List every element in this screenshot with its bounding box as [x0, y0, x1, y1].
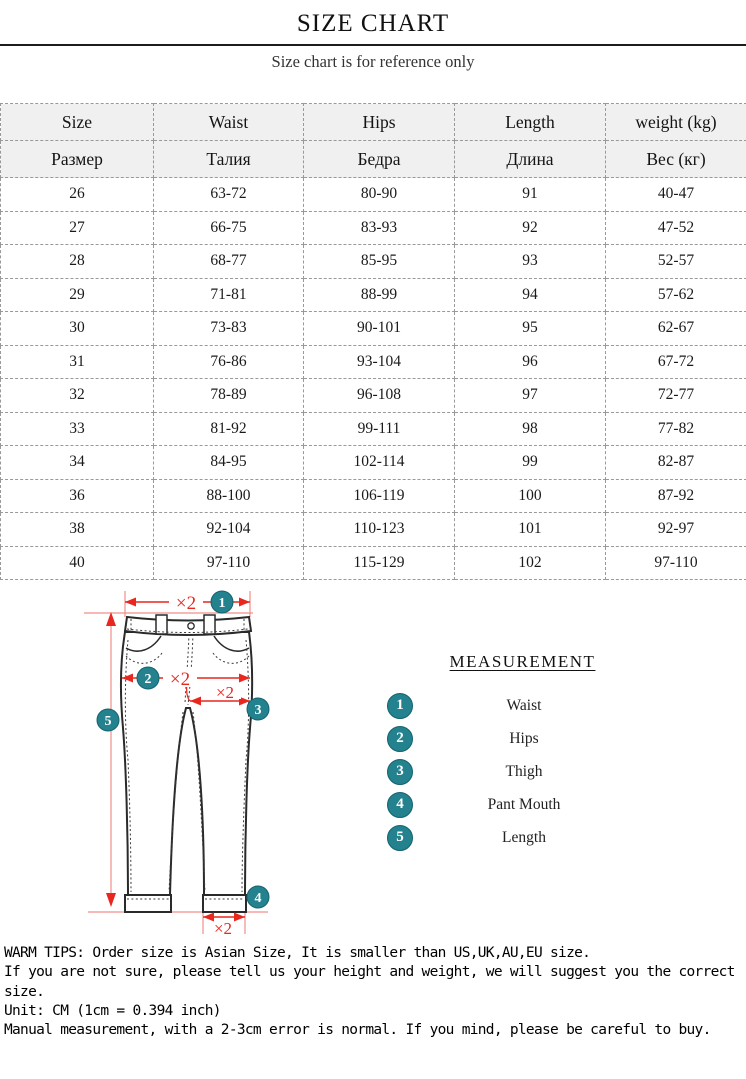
cell: 99: [455, 446, 606, 480]
table-row: [1, 479, 746, 513]
cell: 34: [1, 446, 154, 480]
cell: 26: [1, 178, 154, 212]
cell: 80-90: [304, 178, 455, 212]
legend-label: Pant Mouth: [487, 795, 561, 813]
col-header-length-ru: Длина: [455, 141, 606, 178]
col-header-waist-ru: Талия: [154, 141, 304, 178]
legend-label: Length: [502, 828, 546, 846]
badge-2: 2: [387, 726, 413, 752]
col-header-hips: Hips: [304, 104, 455, 141]
cell: 40-47: [606, 178, 746, 212]
cell: 73-83: [154, 312, 304, 346]
col-header-weight: weight (kg): [606, 104, 746, 141]
cell: 96-108: [304, 379, 455, 413]
cell: 87-92: [606, 479, 746, 513]
tips-line: size.: [4, 983, 45, 1000]
legend-item-pant-mouth: [380, 788, 665, 821]
cell: 76-86: [154, 345, 304, 379]
page-subtitle: Size chart is for reference only: [271, 52, 475, 71]
marker-5: 5: [104, 714, 112, 729]
table-row: [1, 546, 746, 580]
cell: 88-99: [304, 278, 455, 312]
cell: 57-62: [606, 278, 746, 312]
cell: 52-57: [606, 245, 746, 279]
table-header-row-ru: [1, 141, 746, 178]
cell: 30: [1, 312, 154, 346]
table-row: [1, 345, 746, 379]
cell: 36: [1, 479, 154, 513]
tips-line: If you are not sure, please tell us your height and weight, we will suggest you the correct: [4, 964, 735, 981]
table-row: [1, 278, 746, 312]
legend-item-length: [380, 821, 665, 854]
cell: 96: [455, 345, 606, 379]
cell: 106-119: [304, 479, 455, 513]
cell: 102-114: [304, 446, 455, 480]
legend-item-hips: [380, 722, 665, 755]
cell: 93-104: [304, 345, 455, 379]
cell: 62-67: [606, 312, 746, 346]
col-header-size: Size: [1, 104, 154, 141]
cell: 63-72: [154, 178, 304, 212]
cell: 29: [1, 278, 154, 312]
cell: 38: [1, 513, 154, 547]
table-row: [1, 412, 746, 446]
legend-label: Waist: [506, 696, 542, 714]
cell: 31: [1, 345, 154, 379]
legend-item-waist: [380, 689, 665, 722]
cell: 84-95: [154, 446, 304, 480]
cell: 68-77: [154, 245, 304, 279]
badge-3: 3: [387, 759, 413, 785]
table-row: [1, 379, 746, 413]
cell: 77-82: [606, 412, 746, 446]
cell: 67-72: [606, 345, 746, 379]
cell: 92-97: [606, 513, 746, 547]
cell: 85-95: [304, 245, 455, 279]
marker-4: 4: [254, 891, 262, 906]
marker-1: 1: [218, 596, 226, 611]
cell: 47-52: [606, 211, 746, 245]
col-header-weight-ru: Вес (кг): [606, 141, 746, 178]
tips-line: Manual measurement, with a 2-3cm error is normal. If you mind, please be careful to buy.: [4, 1022, 711, 1039]
badge-5: 5: [387, 825, 413, 851]
cell: 27: [1, 211, 154, 245]
table-row: [1, 513, 746, 547]
col-header-waist: Waist: [154, 104, 304, 141]
table-row: [1, 245, 746, 279]
col-header-length: Length: [455, 104, 606, 141]
measurement-title: MEASUREMENT: [449, 652, 596, 671]
cell: 95: [455, 312, 606, 346]
title-divider: [0, 44, 746, 46]
cell: 94: [455, 278, 606, 312]
cell: 101: [455, 513, 606, 547]
cell: 72-77: [606, 379, 746, 413]
badge-1: 1: [387, 693, 413, 719]
cell: 81-92: [154, 412, 304, 446]
warm-tips: [4, 944, 746, 1040]
measurement-legend: [380, 652, 665, 854]
cell: 28: [1, 245, 154, 279]
page-title: SIZE CHART: [296, 10, 450, 37]
cell: 88-100: [154, 479, 304, 513]
cell: 90-101: [304, 312, 455, 346]
cell: 66-75: [154, 211, 304, 245]
cell: 92: [455, 211, 606, 245]
legend-label: Hips: [509, 729, 539, 747]
cell: 110-123: [304, 513, 455, 547]
cell: 91: [455, 178, 606, 212]
legend-label: Thigh: [505, 762, 543, 780]
size-table: [0, 103, 746, 580]
waist-times2-label: ×2: [175, 593, 197, 614]
cell: 93: [455, 245, 606, 279]
cell: 97-110: [606, 546, 746, 580]
badge-4: 4: [387, 792, 413, 818]
table-row: [1, 211, 746, 245]
cell: 40: [1, 546, 154, 580]
legend-item-thigh: [380, 755, 665, 788]
mouth-times2-label: ×2: [213, 919, 233, 938]
tips-line: Unit: CM (1cm = 0.394 inch): [4, 1002, 221, 1019]
cell: 32: [1, 379, 154, 413]
marker-2: 2: [144, 672, 152, 687]
col-header-size-ru: Размер: [1, 141, 154, 178]
table-header-row-en: [1, 104, 746, 141]
table-row: [1, 312, 746, 346]
cell: 97: [455, 379, 606, 413]
cell: 71-81: [154, 278, 304, 312]
thigh-times2-label: ×2: [215, 683, 235, 702]
marker-3: 3: [254, 703, 262, 718]
cell: 97-110: [154, 546, 304, 580]
cell: 92-104: [154, 513, 304, 547]
pants-outline: [121, 615, 252, 912]
cell: 100: [455, 479, 606, 513]
cell: 83-93: [304, 211, 455, 245]
cell: 78-89: [154, 379, 304, 413]
hips-times2-label: ×2: [169, 669, 191, 690]
cell: 102: [455, 546, 606, 580]
col-header-hips-ru: Бедра: [304, 141, 455, 178]
cell: 99-111: [304, 412, 455, 446]
cell: 82-87: [606, 446, 746, 480]
tips-line: WARM TIPS: Order size is Asian Size, It is smaller than US,UK,AU,EU size.: [4, 945, 591, 961]
cell: 115-129: [304, 546, 455, 580]
cell: 33: [1, 412, 154, 446]
pants-measurement-diagram: [60, 580, 310, 950]
table-row: [1, 178, 746, 212]
cell: 98: [455, 412, 606, 446]
table-row: [1, 446, 746, 480]
